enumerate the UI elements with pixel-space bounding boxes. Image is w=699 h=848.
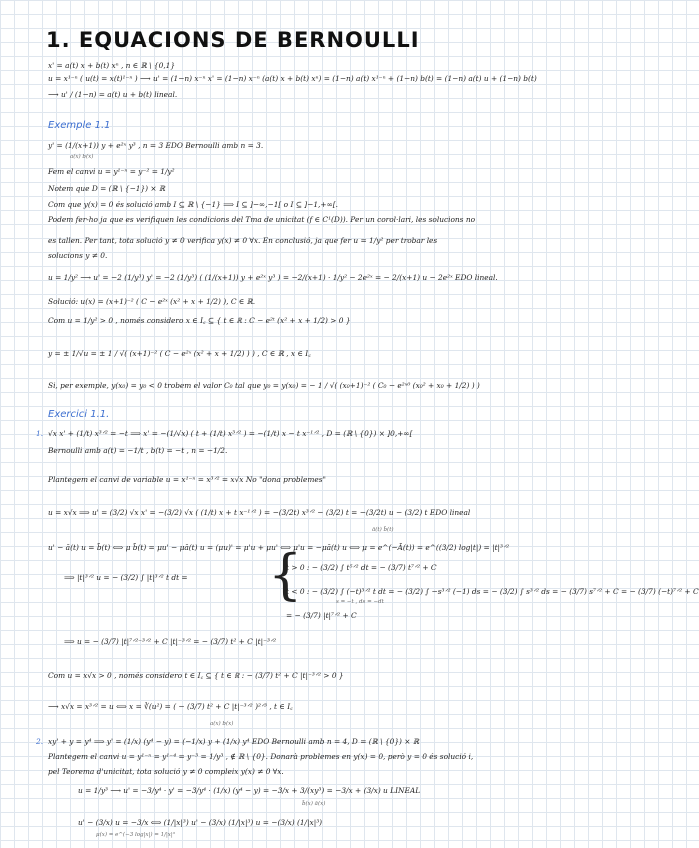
exercise-1-line-2: Bernoulli amb a(t) = −1/t , b(t) = −t , n = −1/2. [48,446,228,455]
intro-line-1: x' = a(t) x + b(t) xⁿ , n ∈ ℝ \ {0,1} [48,61,176,70]
example-line-4: Com que y(x) = 0 és solució amb I ⊆ ℝ \ {−1} ⟹ I ⊆ ]−∞,−1[ o I ⊆ ]−1,+∞[. [48,200,338,209]
exercise-item-2-number: 2. [36,737,44,746]
exercise-2-line-3: pel Teorema d'unicitat, tota solució y ≠ 0 compleix y(x) ≠ 0 ∀x. [48,767,284,776]
exercise-1-line-7: ⟹ u = − (3/7) |t|⁷ᐟ²⁻³ᐟ² + C |t|⁻³ᐟ² = − (3/7) t² + C |t|⁻³ᐟ² [64,637,277,646]
exercise-1-line-5: u' − ā(t) u = b̄(t) ⟺ μ b̄(t) = μu' − μā(t) u = (μu)' = μ'u + μu' ⟺ μ'u = −μā(t) u ⟺ μ = e^(−Ā(t)) = e^((3/2) log|t|) = |t|³ᐟ² [48,543,510,552]
example-line-8: u = 1/y² ⟶ u' = −2 (1/y³) y' = −2 (1/y³) ( (1/(x+1)) y + e²ˣ y³ ) = −2/(x+1) · 1/y² − 2e²ˣ = − 2/(x+1) u − 2e²ˣ EDO lineal. [48,273,498,282]
exercise-2-line-4: u = 1/y³ ⟶ u' = −3/y⁴ · y' = −3/y⁴ · (1/x) (y⁴ − y) = −3/x + 3/(xy³) = −3/x + (3/x) u LINEAL [78,786,421,795]
exercise-2-line-4-tags: b̄(x) ā(x) [302,801,326,807]
exercise-2-line-5: u' − (3/x) u = −3/x ⟺ (1/|x|³) u' − (3/x) (1/|x|³) u = −(3/x) (1/|x|³) [78,818,323,827]
example-line-10: Com u = 1/y² > 0 , només considero x ∈ I꜀ ⊆ { t ∈ ℝ : C − e²ᵗ (x² + x + 1/2) > 0 } [48,316,351,325]
intro-line-2: u = x¹⁻ⁿ ( u(t) = x(t)¹⁻ⁿ ) ⟶ u' = (1−n) x⁻ⁿ x' = (1−n) x⁻ⁿ (a(t) x + b(t) xⁿ) = (1−n) a(t) x¹⁻ⁿ + (1−n) b(t) = (1−n) a(t) u + (1−n) b(t) [48,74,537,83]
exercise-2-line-2: Plantegem el canvi u = y¹⁻ⁿ = y¹⁻⁴ = y⁻³ = 1/y³ , ∉ ℝ \ {0}. Donarà problemes en y(x) = 0, però y = 0 és solució i, [48,752,474,761]
page-title: 1. EQUACIONS DE BERNOULLI [46,28,420,52]
exercise-2-line-1: xy' + y = y⁴ ⟹ y' = (1/x) (y⁴ − y) = (−1/x) y + (1/x) y⁴ EDO Bernoulli amb n = 4, D = (ℝ \ {0}) × ℝ [48,737,419,746]
example-line-7: solucions y ≠ 0. [48,251,108,260]
example-line-2: Fem el canvi u = y¹⁻ⁿ = y⁻² = 1/y² [48,167,175,176]
example-line-9: Solució: u(x) = (x+1)⁻² ( C − e²ˣ (x² + x + 1/2) ), C ∈ ℝ. [48,297,256,306]
exercise-2-mu-tag: μ(x) = e^(−3 log|x|) = 1/|x|³ [96,832,175,838]
intro-line-3: ⟶ u' / (1−n) = a(t) u + b(t) lineal. [48,90,178,99]
case-brace: { [268,543,303,606]
example-line-12: Si, per exemple, y(x₀) = y₀ < 0 trobem el valor C₀ tal que y₀ = y(x₀) = − 1 / √( (x₀+1)⁻² ( C₀ − e²ˣ⁰ (x₀² + x₀ + 1/2) ) ) [48,381,480,390]
example-line-1-tags: a(x) b(x) [70,154,94,160]
exercise-1-line-9: ⟶ x√x = x³ᐟ² = u ⟺ x = ∛(u²) = ( − (3/7) t² + C |t|⁻³ᐟ² )²ᐟ³ , t ∈ I꜀ [48,702,293,711]
exercise-1-line-8: Com u = x√x > 0 , només considero t ∈ I꜀ ⊆ { t ∈ ℝ : − (3/7) t² + C |t|⁻³ᐟ² > 0 } [48,671,344,680]
exercise-1-case-negative: t < 0 : − (3/2) ∫ (−t)³ᐟ² t dt = − (3/2) ∫ −s³ᐟ² (−1) ds = − (3/2) ∫ s³ᐟ² ds = − (3/7) s⁷ᐟ² + C = − (3/7) (−t)⁷ᐟ² + C [286,587,699,596]
example-line-11: y = ± 1/√u = ± 1 / √( (x+1)⁻² ( C − e²ˣ (x² + x + 1/2) ) ) , C ∈ ℝ , x ∈ I꜀ [48,349,311,358]
example-line-5: Podem fer-ho ja que es verifiquen les condicions del Tma de unicitat (f ∈ C¹(D)). Per un corol·lari, les solucions no [48,215,476,224]
exercise-1-line-4-tags: ā(t) b̄(t) [372,527,394,533]
exercise-1-substitution-tag: s = −t , ds = −dt [336,599,384,605]
exercise-1-line-3: Plantegem el canvi de variable u = x¹⁻ⁿ = x³ᐟ² = x√x No "dona problemes" [48,475,326,484]
exercise-1-line-1: √x x' + (1/t) x³ᐟ² = −t ⟹ x' = −(1/√x) ( t + (1/t) x³ᐟ² ) = −(1/t) x − t x⁻¹ᐟ² , D = (ℝ \ {0}) × ]0,+∞[ [48,429,413,438]
exercise-1-case-positive: t > 0 : − (3/2) ∫ t⁵ᐟ² dt = − (3/7) t⁷ᐟ² + C [286,563,437,572]
exercise-1-line-4: u = x√x ⟹ u' = (3/2) √x x' = −(3/2) √x ( (1/t) x + t x⁻¹ᐟ² ) = −(3/2t) x³ᐟ² − (3/2) t = −(3/2t) u − (3/2) t EDO lineal [48,508,471,517]
exercise-1-case-result: = − (3/7) |t|⁷ᐟ² + C [286,611,357,620]
example-line-1: y' = (1/(x+1)) y + e²ˣ y³ , n = 3 EDO Bernoulli amb n = 3. [48,141,264,150]
exercise-item-1-number: 1. [36,429,44,438]
example-heading: Exemple 1.1 [48,120,111,131]
example-line-3: Notem que D = (ℝ \ {−1}) × ℝ [48,184,166,193]
exercise-2-line-1-tags: a(x) b(x) [210,721,234,727]
exercise-1-line-6: ⟹ |t|³ᐟ² u = − (3/2) ∫ |t|³ᐟ² t dt = [64,573,188,582]
exercise-heading: Exercici 1.1. [48,409,110,420]
example-line-6: es tallen. Per tant, tota solució y ≠ 0 verifica y(x) ≠ 0 ∀x. En conclusió, ja que fer u = 1/y² per trobar les [48,236,438,245]
